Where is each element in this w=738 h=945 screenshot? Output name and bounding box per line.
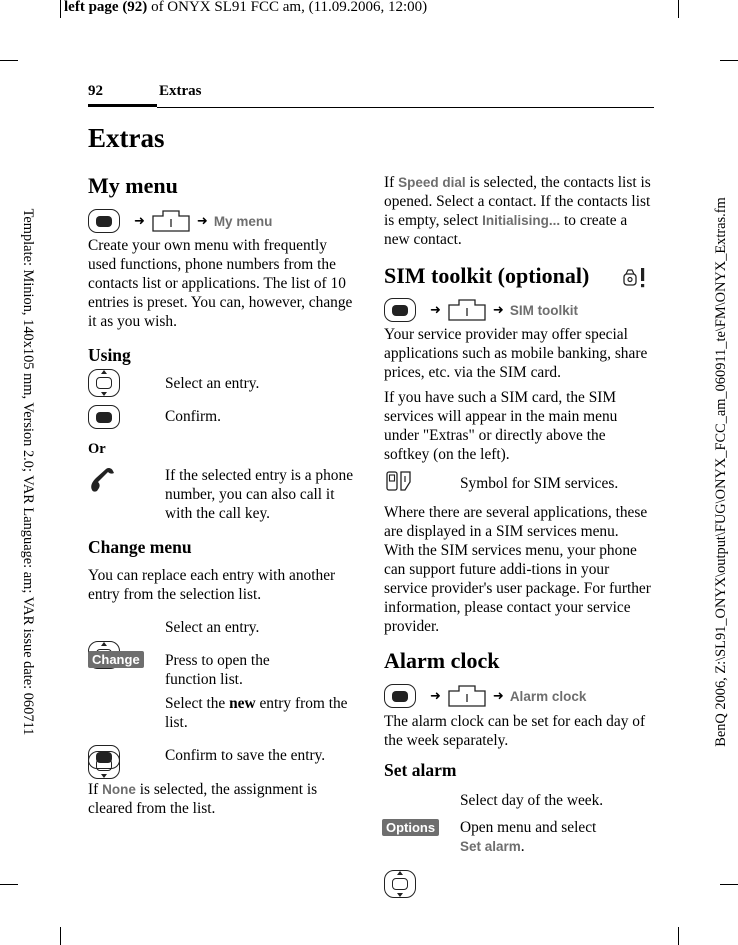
using-confirm-text: Confirm. bbox=[165, 408, 222, 425]
arrow-icon: ➜ bbox=[492, 688, 504, 704]
header-rule-thin bbox=[157, 107, 654, 108]
text-run: Select the bbox=[165, 695, 230, 712]
menu-path-label: My menu bbox=[213, 213, 273, 229]
nav-key-icon bbox=[384, 870, 416, 898]
set-alarm-label: Set alarm bbox=[460, 839, 521, 854]
change-softkey-label: Change bbox=[88, 651, 144, 668]
production-label bbox=[64, 0, 427, 16]
sim-toolkit-heading: SIM toolkit (optional) bbox=[384, 263, 590, 288]
my-menu-heading: My menu bbox=[88, 173, 178, 198]
menu-key-icon bbox=[151, 208, 191, 234]
options-softkey bbox=[382, 819, 439, 837]
sim-services-menu-text: Where there are several applications, these are displayed in a SIM services menu. With the SIM services menu, your phone can support future addi-tions in your service provider's user package. For further information, please contact your service provider. bbox=[384, 504, 651, 635]
change-select-text: Select an entry. bbox=[165, 619, 260, 636]
template-margin-text: Template: Minion, 140x105 mm, Version 2.0; VAR Language: am; VAR issue date: 060711 bbox=[20, 208, 36, 736]
text-run-bold: new bbox=[229, 695, 256, 712]
using-call-text: If the selected entry is a phone number, you can also call it with the call key. bbox=[165, 467, 354, 522]
change-menu-heading: Change menu bbox=[88, 537, 192, 557]
running-header-section: Extras bbox=[159, 83, 202, 99]
change-confirm-text: Confirm to save the entry. bbox=[165, 747, 326, 764]
provider-dependent-icon bbox=[622, 266, 650, 290]
arrow-icon: ➜ bbox=[134, 213, 145, 229]
open-menu-text bbox=[460, 818, 640, 856]
text-run: entry from the list. bbox=[165, 695, 348, 731]
speed-dial-note bbox=[384, 173, 652, 249]
text-run: If bbox=[88, 781, 103, 798]
my-menu-path bbox=[88, 208, 272, 234]
menu-path-label: Alarm clock bbox=[509, 688, 587, 704]
select-day-text: Select day of the week. bbox=[460, 792, 604, 809]
initialising-label: Initialising... bbox=[482, 213, 561, 228]
menu-path-label: SIM toolkit bbox=[509, 302, 579, 318]
text-run: is selected, the contacts list is opened. Select a contact. If the contacts list is empty, select bbox=[384, 174, 651, 229]
alarm-clock-description: The alarm clock can be set for each day of the week separately. bbox=[384, 713, 646, 749]
text-run: . bbox=[520, 838, 525, 855]
production-label-rest: of ONYX SL91 FCC am, (11.09.2006, 12:00) bbox=[147, 0, 428, 15]
sim-toolkit-description: Your service provider may offer special applications such as mobile banking, share prices, etc. via the SIM card. bbox=[384, 326, 648, 381]
change-menu-description: You can replace each entry with another entry from the selection list. bbox=[88, 567, 336, 603]
sim-toolkit-path bbox=[384, 297, 578, 323]
center-key-icon bbox=[384, 298, 416, 322]
alarm-clock-heading: Alarm clock bbox=[384, 648, 500, 673]
change-select-new-text bbox=[165, 694, 350, 732]
sim-symbol-text: Symbol for SIM services. bbox=[460, 475, 619, 492]
production-label-page: left page (92) bbox=[64, 0, 148, 15]
using-select-text: Select an entry. bbox=[165, 375, 260, 392]
alarm-clock-path bbox=[384, 683, 586, 709]
nav-key-icon bbox=[88, 369, 120, 397]
sim-services-location: If you have such a SIM card, the SIM services will appear in the main menu under "Extras" or directly above the softkey (on the left). bbox=[384, 389, 618, 463]
file-path-margin-text: BenQ 2006, Z:\SL91_ONYX\output\FUG\ONYX_FCC_am_060911_te\FM\ONYX_Extras.fm bbox=[713, 197, 729, 747]
center-key-icon bbox=[88, 745, 120, 769]
center-key-icon bbox=[384, 684, 416, 708]
speed-dial-label: Speed dial bbox=[398, 175, 466, 190]
center-key-icon bbox=[88, 405, 120, 429]
arrow-icon: ➜ bbox=[430, 688, 441, 704]
sim-services-icon bbox=[384, 470, 414, 496]
text-run: Open menu and select bbox=[460, 819, 597, 836]
or-label: Or bbox=[88, 441, 106, 457]
header-rule-thick bbox=[88, 104, 157, 107]
arrow-icon: ➜ bbox=[492, 302, 504, 318]
menu-key-icon bbox=[447, 683, 487, 709]
page-number: 92 bbox=[88, 83, 103, 99]
change-softkey bbox=[88, 651, 144, 669]
arrow-icon: ➜ bbox=[430, 302, 441, 318]
text-run: is selected, the assignment is cleared from the list. bbox=[88, 781, 318, 817]
none-note bbox=[88, 780, 350, 818]
change-press-text: Press to open the function list. bbox=[165, 652, 270, 688]
page-title: Extras bbox=[88, 123, 165, 153]
my-menu-description: Create your own menu with frequently used functions, phone numbers from the contacts list or applications. The list of 10 entries is preset. You can, however, change it as you wish. bbox=[88, 237, 353, 330]
center-key-icon bbox=[88, 209, 120, 233]
text-run: to create a new contact. bbox=[384, 212, 628, 248]
options-softkey-label: Options bbox=[382, 819, 439, 836]
using-heading: Using bbox=[88, 345, 131, 365]
text-run: If bbox=[384, 174, 399, 191]
arrow-icon: ➜ bbox=[196, 213, 208, 229]
call-key-icon bbox=[88, 466, 118, 494]
set-alarm-heading: Set alarm bbox=[384, 760, 457, 780]
none-option-label: None bbox=[102, 782, 136, 797]
menu-key-icon bbox=[447, 297, 487, 323]
